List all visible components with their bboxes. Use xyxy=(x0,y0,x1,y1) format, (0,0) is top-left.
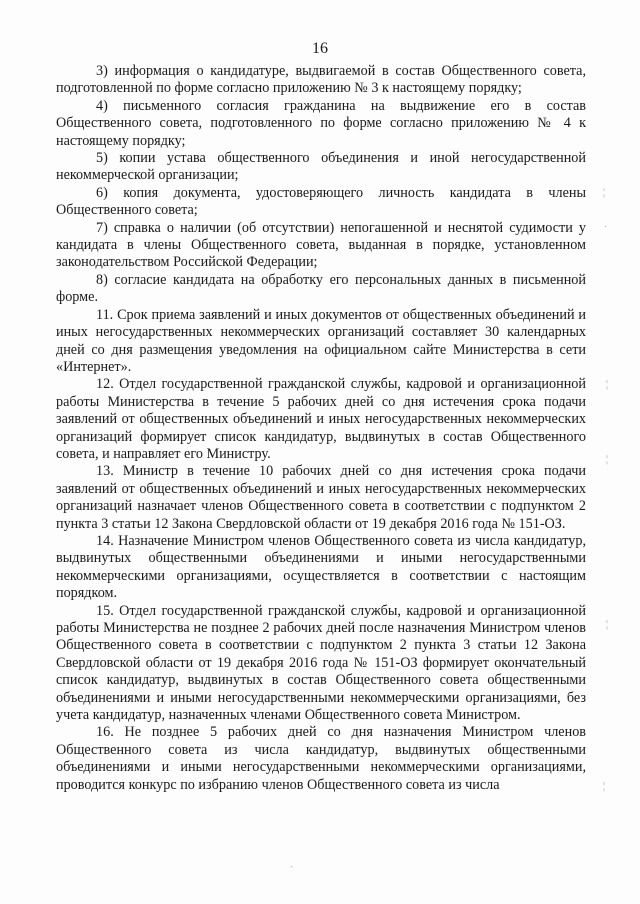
paragraph-11: 11. Срок приема заявлений и иных документов от общественных объединений и иных негосударственных некоммерческих организаций составляет 30 календарных дней со дня размещения уведомления на официальном сайте Министерства в сети «Интернет». xyxy=(56,306,586,375)
paragraph-16: 16. Не позднее 5 рабочих дней со дня назначения Министром членов Общественного совета из числа кандидатур, выдвинутых общественными объединениями и иными негосударственными некоммерческими организациями, проводится конкурс по избранию членов Общественного совета из числа xyxy=(56,724,586,793)
scan-mark: ¦ xyxy=(603,187,606,198)
paragraph-14: 14. Назначение Министром членов Общественного совета из числа кандидатур, выдвинутых общественными объединениями и иными негосударственными некоммерческими организациями, осуществляется в соответствии с настоящим порядком. xyxy=(56,532,586,602)
scan-mark: ¦ xyxy=(606,379,609,390)
paragraph-13: 13. Министр в течение 10 рабочих дней со дня истечения срока подачи заявлений от общественных объединений и иных негосударственных некоммерческих организаций назначает членов Общественного совета в соответствии с подпунктом 2 пункта 3 статьи 12 Закона Свердловской области от 19 декабря 2016 года № 151-ОЗ. xyxy=(56,463,586,532)
paragraph-12: 12. Отдел государственной гражданской службы, кадровой и организационной работы Министерства в течение 5 рабочих дней со дня истечения срока подачи заявлений от общественных объединений и иных негосударственных некоммерческих организаций формирует список кандидатур, выдвинутых в состав Общественного совета, и направляет его Министру. xyxy=(56,376,586,462)
scan-mark: ¦ xyxy=(606,454,609,465)
paragraph-item-3: 3) информация о кандидатуре, выдвигаемой в состав Общественного совета, подготовленной по форме согласно приложению № 3 к настоящему порядку; xyxy=(56,63,586,97)
paragraph-item-8: 8) согласие кандидата на обработку его персональных данных в письменной форме. xyxy=(56,271,586,306)
paragraph-item-6: 6) копия документа, удостоверяющего личность кандидата в члены Общественного совета; xyxy=(56,184,586,219)
paragraph-item-4: 4) письменного согласия гражданина на выдвижение его в состав Общественного совета, подготовленного по форме согласно приложению № 4 к настоящему порядку; xyxy=(56,97,586,149)
paragraph-15: 15. Отдел государственной гражданской службы, кадровой и организационной работы Министерства не позднее 2 рабочих дней после назначения Министром членов Общественного совета в соответствии с подпунктом 2 пункта 3 статьи 12 Закона Свердловской области от 19 декабря 2016 года № 151-ОЗ формирует окончательный список кандидатур, выдвинутых в состав Общественного совета общественными объединениями и иными негосударственными некоммерческими организациями, без учета кандидатур, назначенных членами Общественного совета Министром. xyxy=(56,602,586,724)
document-body xyxy=(56,63,586,794)
scan-mark: ¦ xyxy=(606,619,609,630)
paragraph-item-5: 5) копии устава общественного объединения и иной негосударственной некоммерческой организации; xyxy=(56,150,586,184)
page-number: 16 xyxy=(312,40,328,57)
paragraph-item-7: 7) справка о наличии (об отсутствии) непогашенной и неснятой судимости у кандидата в члены Общественного совета, выданная в порядке, установленном законодательством Российской Федерации; xyxy=(56,219,586,271)
scan-mark: ¦ xyxy=(603,781,606,792)
scan-mark: ˏ xyxy=(290,857,294,868)
scan-mark: ˙ xyxy=(604,225,608,236)
